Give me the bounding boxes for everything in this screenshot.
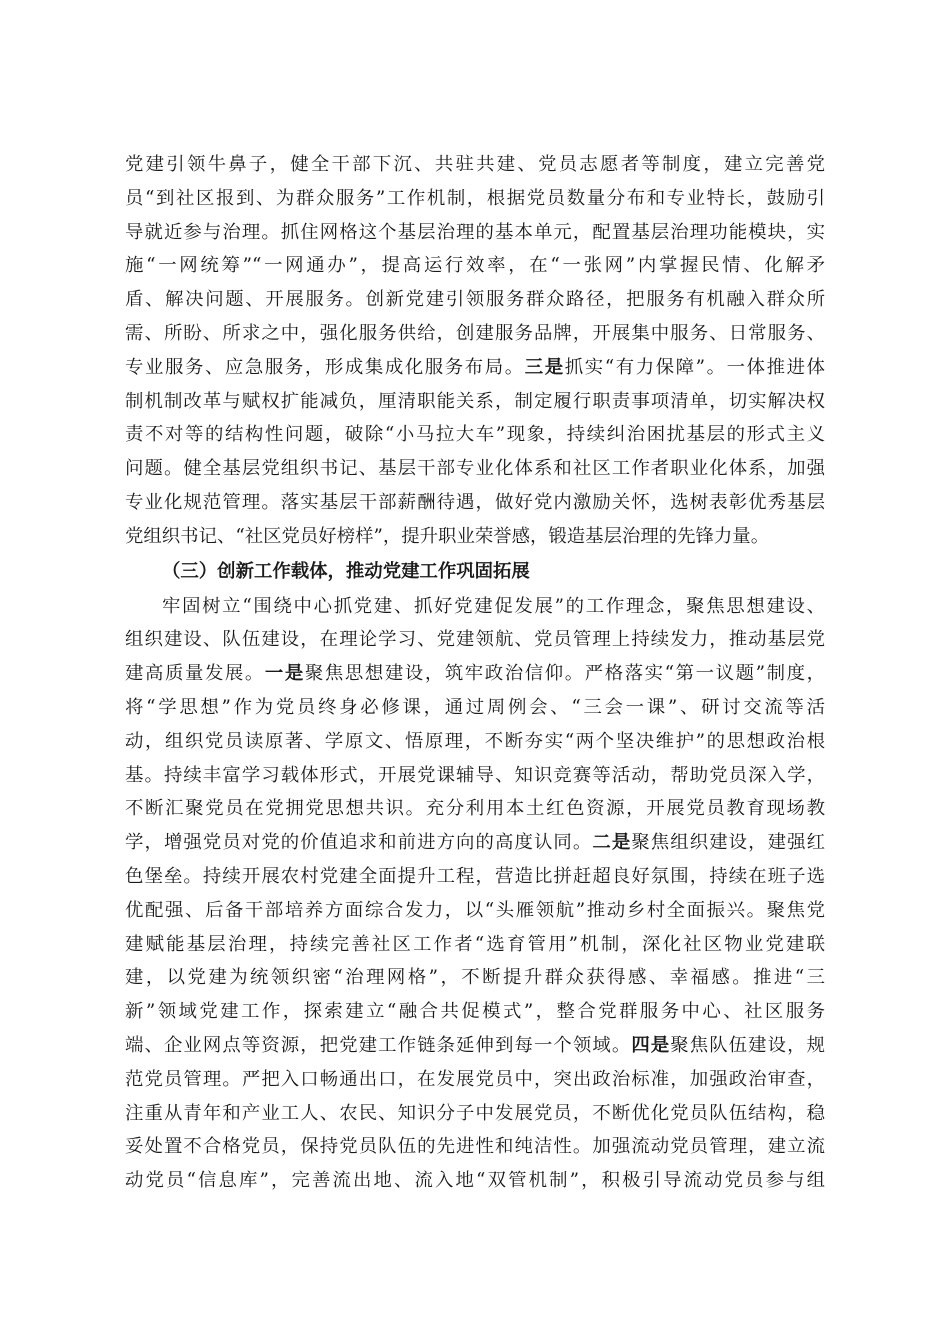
text-line [125,657,825,691]
text-line: 优配强、后备干部培养方面综合发力，以“头雁领航”推动乡村全面振兴。聚焦党 [125,899,825,921]
text-run: 端、企业网点等资源，把党建工作链条延伸到每一个领域。 [125,1034,632,1056]
text-line: 专业化规范管理。落实基层干部薪酬待遇，做好党内激励关怀，选树表彰优秀基层 [125,491,825,513]
text-line: 不断汇聚党员在党拥党思想共识。充分利用本土红色资源，开展党员教育现场教 [125,798,825,820]
emphasis-keyword: 二是 [592,832,632,854]
text-run: 聚焦组织建设，建强红 [631,832,825,854]
text-run: 聚焦队伍建设，规 [670,1034,825,1056]
paragraph-grassroots-governance [125,148,825,554]
text-line: 施“一网统筹”“一网通办”，提高运行效率，在“一张网”内掌握民情、化解矛 [125,255,825,277]
text-line [125,1029,825,1063]
text-line: 牢固树立“围绕中心抓党建、抓好党建促发展”的工作理念，聚焦思想建设、 [162,595,825,617]
text-line: 建赋能基层治理，持续完善社区工作者“选育管用”机制，深化社区物业党建联 [125,933,825,955]
section-heading: （三）创新工作载体，推动党建工作巩固拓展 [162,560,530,582]
text-line: 妥处置不合格党员，保持党员队伍的先进性和纯洁性。加强流动党员管理，建立流 [125,1136,825,1158]
text-line: 组织建设、队伍建设，在理论学习、党建领航、党员管理上持续发力，推动基层党 [125,629,825,651]
text-line: 动党员“信息库”，完善流出地、流入地“双管机制”，积极引导流动党员参与组 [125,1170,825,1192]
text-line: 基。持续丰富学习载体形式，开展党课辅导、知识竞赛等活动，帮助党员深入学， [125,764,825,786]
text-line: 问题。健全基层党组织书记、基层干部专业化体系和社区工作者职业化体系，加强 [125,458,825,480]
text-line: 动，组织党员读原著、学原文、悟原理，不断夯实“两个坚决维护”的思想政治根 [125,730,825,752]
text-line: 盾、解决问题、开展服务。创新党建引领服务群众路径，把服务有机融入群众所 [125,289,825,311]
text-line: 责不对等的结构性问题，破除“小马拉大车”现象，持续纠治困扰基层的形式主义 [125,424,825,446]
text-line: 需、所盼、所求之中，强化服务供给，创建服务品牌，开展集中服务、日常服务、 [125,322,825,344]
document-page [125,148,825,1198]
paragraph-work-carriers [125,590,825,1198]
emphasis-keyword: 四是 [631,1034,671,1056]
text-line: 党建引领牛鼻子，健全干部下沉、共驻共建、党员志愿者等制度，建立完善党 [125,154,825,175]
text-run: 专业服务、应急服务，形成集成化服务布局。 [125,356,525,378]
text-line: 员“到社区报到、为群众服务”工作机制，根据党员数量分布和专业特长，鼓励引 [125,187,825,209]
text-line: 建，以党建为统领织密“治理网格”，不断提升群众获得感、幸福感。推进“三 [125,967,825,989]
text-line: 党组织书记、“社区党员好榜样”，提升职业荣誉感，锻造基层治理的先锋力量。 [125,525,770,547]
text-line: 色堡垒。持续开展农村党建全面提升工程，营造比拼赶超良好氛围，持续在班子选 [125,865,825,887]
text-run: 聚焦思想建设，筑牢政治信仰。严格落实“第一议题”制度， [304,663,825,685]
text-run: 学，增强党员对党的价值追求和前进方向的高度认同。 [125,832,593,854]
text-line: 新”领域党建工作，探索建立“融合共促模式”，整合党群服务中心、社区服务 [125,1001,825,1023]
text-run: 建高质量发展。 [125,663,265,685]
text-line: 注重从青年和产业工人、农民、知识分子中发展党员，不断优化党员队伍结构，稳 [125,1102,825,1124]
emphasis-keyword: 一是 [264,663,305,685]
text-line [125,826,825,860]
text-line: 制机制改革与赋权扩能减负，厘清职能关系，制定履行职责事项清单，切实解决权 [125,390,825,412]
text-line: 范党员管理。严把入口畅通出口，在发展党员中，突出政治标准，加强政治审查， [125,1068,825,1090]
text-line: 导就近参与治理。抓住网格这个基层治理的基本单元，配置基层治理功能模块，实 [125,221,825,243]
text-line: 将“学思想”作为党员终身必修课，通过周例会、“三会一课”、研讨交流等活 [125,696,825,718]
emphasis-keyword: 三是 [524,356,565,378]
text-line [125,351,825,385]
text-run: 抓实“有力保障”。一体推进体 [564,356,825,378]
